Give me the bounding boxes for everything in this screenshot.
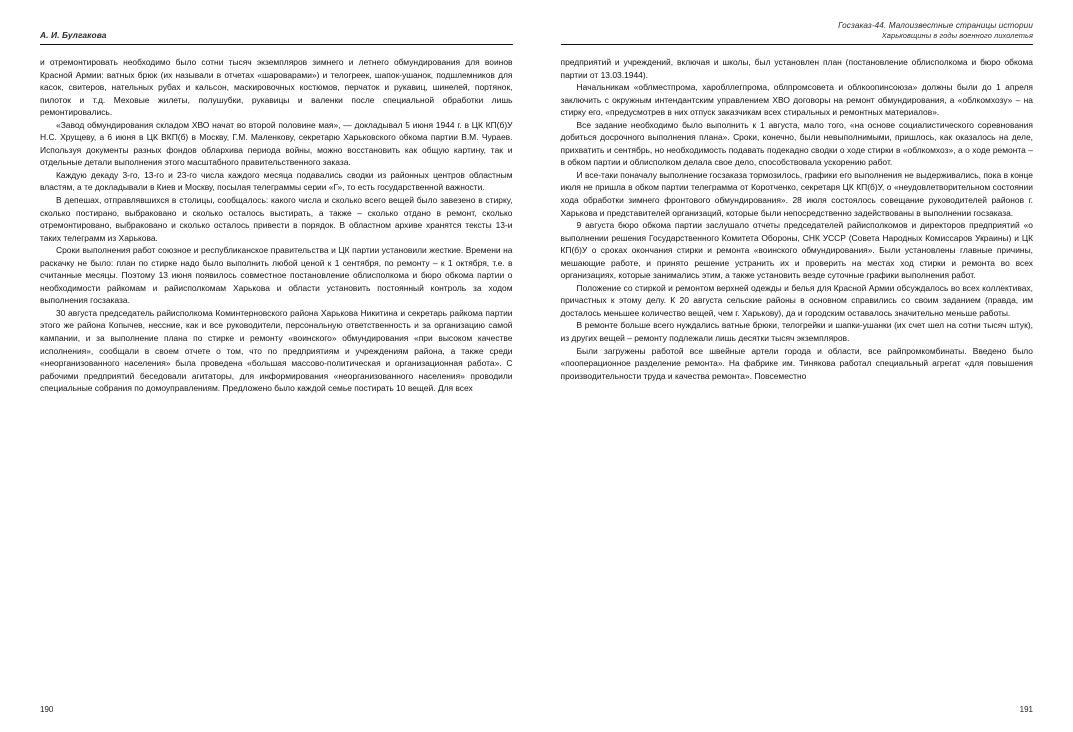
paragraph: предприятий и учреждений, включая и школы, был установлен план (постановление облисполкома и бюро обкома партии от 13.03.1944).: [560, 57, 1033, 80]
paragraph: И все-таки поначалу выполнение госзаказа тормозилось, графики его выполнения не выдерживались, пока в конце июля не пришла в обком партии телеграмма от Коротченко, секретаря ЦК КП(б)У, о «неудовлетворительном состоянии хода обработки зимнего фронтового обмундирования». 28 июля состоялось совещание руководителей районов г. Харькова и представителей организаций, которые были непосредственно задействованы в выполнении госзаказа.: [560, 169, 1033, 218]
running-head-left: [40, 18, 513, 40]
header-rule-right: [561, 44, 1034, 45]
right-page: [537, 0, 1073, 732]
paragraph: В депешах, отправлявшихся в столицы, сообщалось: какого числа и сколько всего вещей было завезено в стирку, сколько постирано, выбраковано и сколько осталось выстирать, а также – сколько отдано в ремонт, сколько отремонтировано, выбраковано и сколько осталось привести в порядок. В областном архиве хранятся тексты 13-и таких телеграмм из Харькова.: [40, 195, 513, 243]
paragraph: Все задание необходимо было выполнить к 1 августа, мало того, «на основе социалистического соревнования добиться досрочного выполнения плана». Сроки, конечно, были невыполнимыми, пришлось, как оказалось на деле, прихватить и сентябрь, но необходимость подавать подекадно сводки о ходе стирки в «облкомхоз», а о ходе ремонта – в обком партии и облисполком делала свое дело, способствовала ускорению работ.: [560, 119, 1033, 168]
paragraph: Были загружены работой все швейные артели города и области, все райпромкомбинаты. Введено было «пооперационное разделение ремонта». На фабрике им. Тинякова работал специальный агрегат «для повышения производительности труда и качества ремонта». Повсеместно: [560, 345, 1033, 381]
header-rule-left: [40, 44, 513, 45]
running-head-title-line2: Харьковщины в годы военного лихолетья: [881, 31, 1033, 40]
paragraph: и отремонтировать необходимо было сотни тысяч экземпляров зимнего и летнего обмундирования для воинов Красной Армии: ватных брюк (их называли в отчетах «шароварами») и телогреек, шапок-ушанок, подшлемников для касок, свитеров, нательных рубах и кальсон, маскировочных костюмов, перчаток и рукавиц, шинелей, портянок, пилоток и т.д. Меховые жилеты, полушубки, рукавицы и валенки после специальной обработки лишь ремонтировались.: [40, 57, 513, 118]
running-head-right: [561, 18, 1034, 40]
right-page-body-text: [561, 56, 1034, 382]
paragraph: 30 августа председатель райисполкома Коминтерновского района Харькова Никитина и секретарь райкома партии этого же района Копычев, нессние, как и все руководители, персональную ответственность и за организацию самой кампании, и за выполнение плана по стирке и ремонту «воинского» обмундирования «при высоком качестве исполнения», сообщали в своем отчете о том, что по предприятиям и учреждениям района, а также среди «неорганизованного населения» была проведена «большая массово-политическая и организационная работа». С рабочими предприятий беседовали агитаторы, для информирования «неорганизованного населения» проводили специальные собрания по домоуправлениям. Предложено было каждой семье постирать 10 вещей. Для всех: [40, 307, 513, 394]
paragraph: Положение со стиркой и ремонтом верхней одежды и белья для Красной Армии обсуждалось во всех коллективах, причастных к этому делу. К 20 августа сельские районы в основном справились со своим заданием (правда, им досталось меньшее количество вещей, чем г. Харькову), да и городским оставалось значительно меньше работы.: [560, 282, 1033, 318]
paragraph: Сроки выполнения работ союзное и республиканское правительства и ЦК партии установили жесткие. Времени на раскачку не было: план по стирке надо было выполнить любой ценой к 1 сентября, по ремонту – к 1 октября, т.е. в считанные месяцы. Поэтому 13 июня появилось совместное постановление облисполкома и бюро обкома партии о необходимости райкомам и райисполкомам Харькова и области установить постоянный контроль за ходом выполнения госзаказа.: [40, 245, 513, 306]
paragraph: 9 августа бюро обкома партии заслушало отчеты председателей райисполкомов и директоров предприятий «о выполнении решения Государственного Комитета Обороны, СНК УССР (Совета Народных Комиссаров Украины) и ЦК КП(б)У о сроках окончания стирки и ремонта «воинского обмундирования». Были установлены главные причины, мешающие работе, и принято решение устранить их и проверить на местах ход стирки и ремонта во всех организациях, которые занимались этим, а также установить везде суточные графики выполнения работ.: [560, 220, 1033, 281]
spread-gutter: [536, 0, 537, 732]
page-number-right: 191: [1019, 705, 1033, 714]
paragraph: Каждую декаду 3-го, 13-го и 23-го числа каждого месяца подавались сводки из районных центров областным властям, а те докладывали в Киев и Москву, посылая телеграммы серии «Г», то есть государственной важности.: [40, 169, 513, 193]
running-head-author: А. И. Булгакова: [40, 30, 107, 40]
paragraph: В ремонте больше всего нуждались ватные брюки, телогрейки и шапки-ушанки (их счет шел на сотни тысяч штук), из других вещей – ремонту подлежали лишь десятки тысяч экземпляров.: [560, 320, 1033, 344]
running-head-title-line1: Госзаказ-44. Малоизвестные страницы истории: [838, 21, 1033, 30]
paragraph: Начальникам «облместпрома, харобллегпрома, облпромсовета и облкоопинсоюза» должны были до 1 апреля заключить с окружным интендантским управлением ХВО договоры на ремонт обмундирования, а «облкомхозу» – на стирку его, «предусмотрев в них отпуск заказчикам всех стиральных и ремонтных материалов».: [560, 82, 1033, 118]
page-number-left: 190: [40, 705, 54, 714]
left-page-body-text: [40, 56, 513, 395]
paragraph: «Завод обмундирования складом ХВО начат во второй половине мая», — докладывал 5 июня 1944 г. в ЦК КП(б)У Н.С. Хрущеву, а 6 июня в ЦК ВКП(б) в Москву, Г.М. Маленкову, секретарю Харьковского обкома партии В.М. Чураев. Используя документы разных фондов облархива периода войны, можно восстановить как общую картину, так и отдельные детали выполнения этого масштабного правительственного заказа.: [40, 119, 513, 168]
